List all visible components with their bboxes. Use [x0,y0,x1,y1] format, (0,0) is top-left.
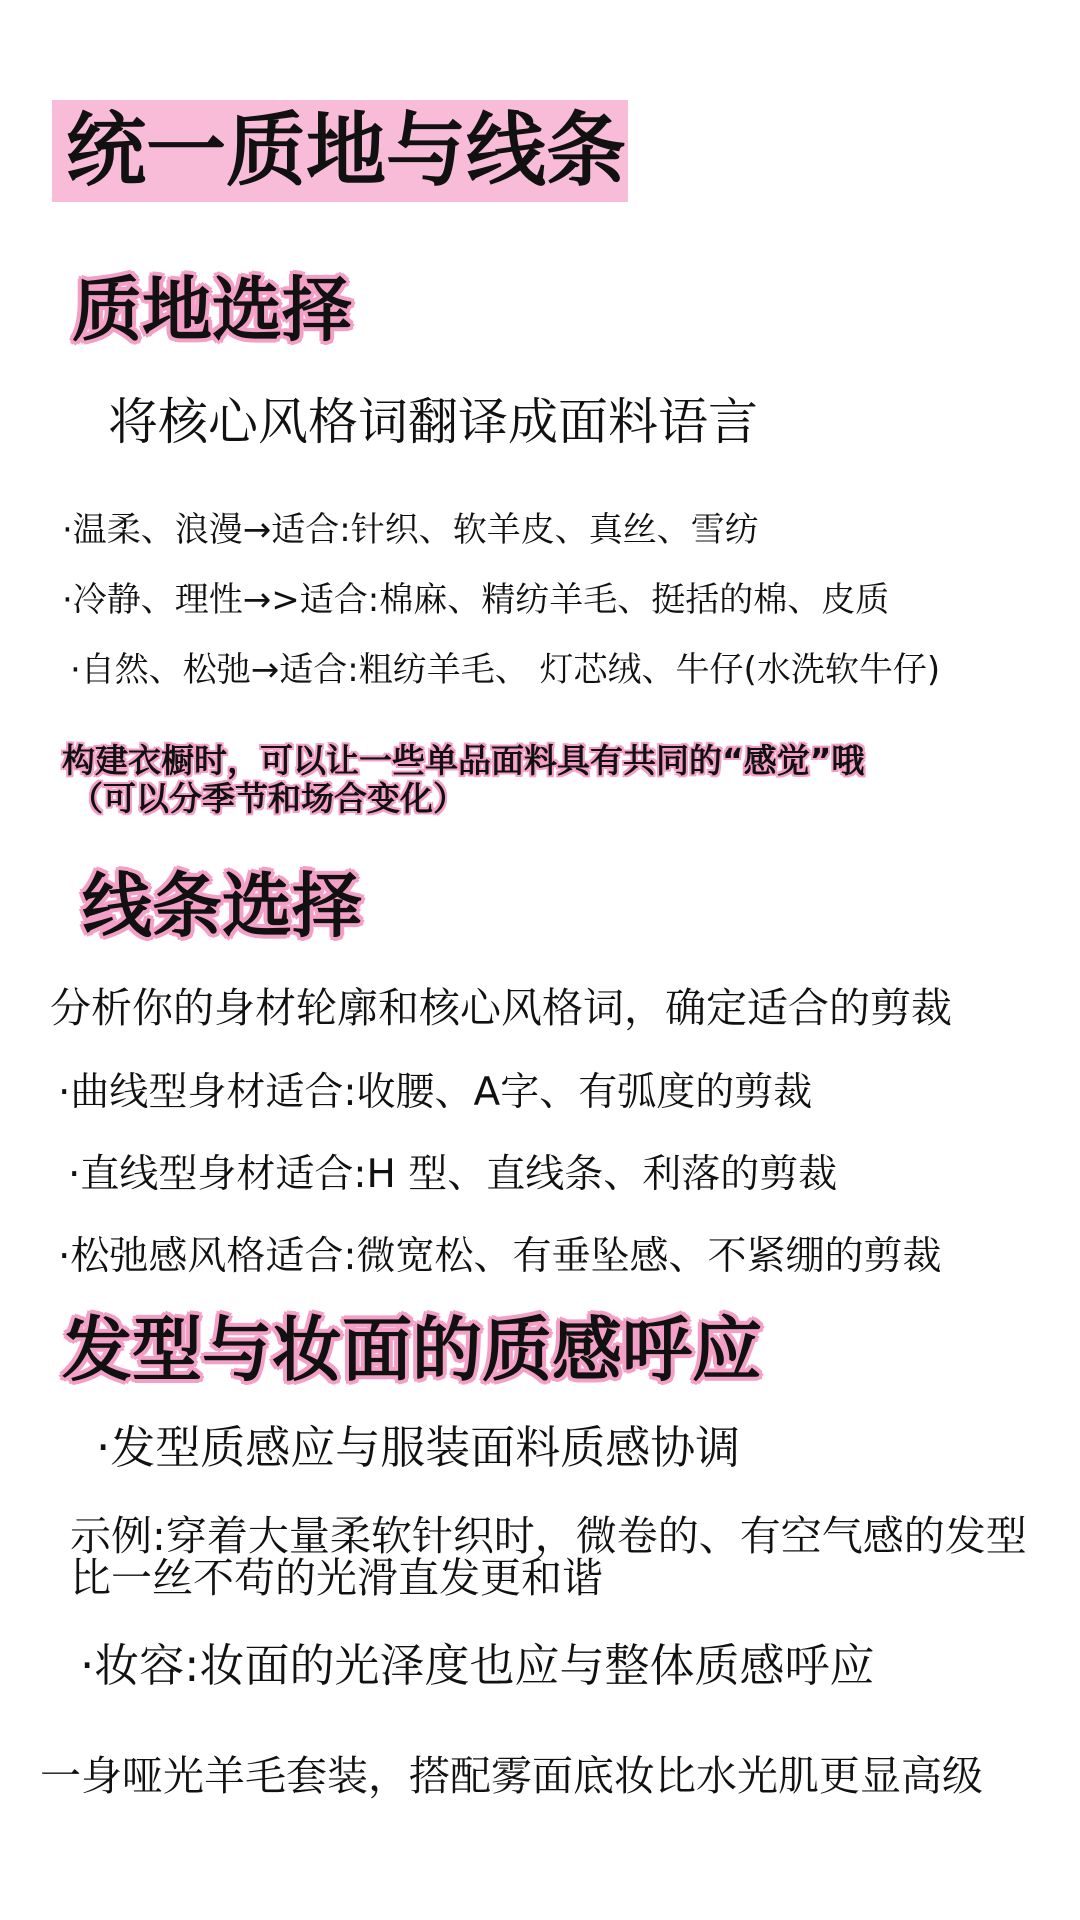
texture-item-gentle: ·温柔、浪漫→适合:针织、软羊皮、真丝、雪纺 [62,510,759,550]
lines-item-straight: ·直线型身材适合:H 型、直线条、利落的剪裁 [68,1152,838,1197]
texture-note-line1: 构建衣橱时，可以让一些单品面料具有共同的“感觉”哦 [62,741,865,780]
hair-example-line2: 比一丝不苟的光滑直发更和谐 [70,1554,603,1602]
texture-item-natural: ·自然、松弛→适合:粗纺羊毛、 灯芯绒、牛仔(水洗软牛仔) [70,650,941,690]
lines-item-relaxed: ·松弛感风格适合:微宽松、有垂坠感、不紧绷的剪裁 [58,1234,942,1279]
page-title: 统一质地与线条 [52,100,628,202]
lines-heading: 线条选择 [82,865,362,947]
makeup-example: 一身哑光羊毛套装，搭配雾面底妆比水光肌更显高级 [40,1752,983,1800]
texture-heading: 质地选择 [72,269,352,351]
texture-item-calm: ·冷静、理性→>适合:棉麻、精纺羊毛、挺括的棉、皮质 [62,580,890,620]
lines-item-curvy: ·曲线型身材适合:收腰、A字、有弧度的剪裁 [58,1070,813,1115]
makeup-point: ·妆容:妆面的光泽度也应与整体质感呼应 [80,1639,875,1692]
lines-subheading: 分析你的身材轮廓和核心风格词，确定适合的剪裁 [50,984,952,1032]
hair-point: ·发型质感应与服装面料质感协调 [96,1421,741,1474]
texture-subheading: 将核心风格词翻译成面料语言 [108,393,758,451]
texture-note-line2: （可以分季节和场合变化） [70,779,466,818]
hair-makeup-heading: 发型与妆面的质感呼应 [62,1309,762,1391]
hair-example-line1: 示例:穿着大量柔软针织时，微卷的、有空气感的发型 [70,1512,1027,1560]
